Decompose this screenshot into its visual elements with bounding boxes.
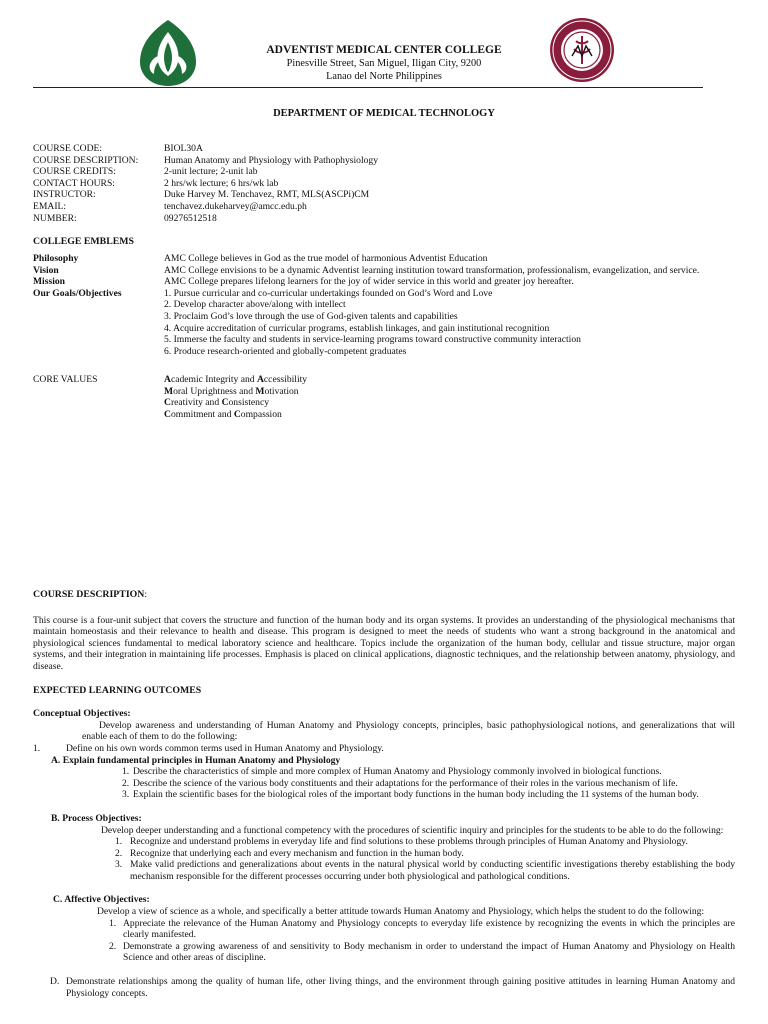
goal-item: 4. Acquire accreditation of curricular programs, establish linkages, and gain institutional recognition xyxy=(164,322,550,334)
info-value: 2-unit lecture; 2-unit lab xyxy=(164,166,258,178)
goal-item: 3. Proclaim God’s love through the use of God-given talents and capabilities xyxy=(164,310,458,322)
course-info-table xyxy=(33,143,735,224)
instructor-number: 09276512518 xyxy=(164,212,217,224)
info-label: COURSE CODE: xyxy=(33,143,103,154)
list-item: 1. Appreciate the relevance of the Human Anatomy and Physiology concepts to everyday life existence by recognizing the events in which the principles are clearly manifested. xyxy=(109,917,735,941)
goal-item: 6. Produce research-oriented and globally-competent graduates xyxy=(164,345,407,357)
emblem-label: Philosophy xyxy=(33,253,79,264)
info-label: INSTRUCTOR: xyxy=(33,189,96,201)
core-value-item: Creativity and Consistency xyxy=(164,397,270,409)
info-label: COURSE DESCRIPTION: xyxy=(33,154,139,166)
emblem-row xyxy=(33,265,735,277)
info-value: Human Anatomy and Physiology with Pathophysiology xyxy=(164,154,378,166)
conceptual-objectives-title: Conceptual Objectives: xyxy=(33,708,131,720)
core-value-row xyxy=(33,386,735,398)
process-objectives-list xyxy=(33,836,735,882)
course-info-row xyxy=(33,189,735,201)
course-info-row xyxy=(33,155,735,167)
emblem-label: Mission xyxy=(33,276,65,288)
emblem-label: Vision xyxy=(33,264,59,276)
info-label: NUMBER: xyxy=(33,212,77,224)
emblem-row xyxy=(33,276,735,288)
course-info-row xyxy=(33,213,735,225)
core-value-row xyxy=(33,374,735,386)
department-title: DEPARTMENT OF MEDICAL TECHNOLOGY xyxy=(273,108,495,119)
instructor-email: tenchavez.dukeharvey@amcc.edu.ph xyxy=(164,200,307,212)
list-item: 2. Demonstrate a growing awareness of and sensitivity to Body mechanism in order to understand the impact of Human Anatomy and Physiology on Health Science and other areas of discipline. xyxy=(109,940,735,964)
emblem-row xyxy=(33,253,735,265)
list-item: 3. Make valid predictions and generalizations about events in the natural physical world by conducting scientific investigations thereby establishing the body mechanism responsible for the different processes occurring under both physiological and pathological conditions. xyxy=(115,859,735,882)
sub-objective-a-list xyxy=(33,766,735,801)
list-item: 2. Recognize that underlying each and every mechanism and function in the human body. xyxy=(115,847,464,859)
core-value-row xyxy=(33,409,735,421)
course-description-text: This course is a four-unit subject that covers the structure and function of the human body and its organ systems. It provides an understanding of the physiological mechanisms that maintain homeostasis and their relevance to health and disease. This program is designed to meet the needs of students who want a strong background in the anatomical and physiological sciences fundamental to medical laboratory science and healthcare. Topics include the organization of the human body, cellular and tissue structure, major organ systems, and their integration in maintaining life processes. Emphasis is placed on clinical applications, diagnostic techniques, and the relationship between anatomy, physiology, and disease. xyxy=(33,614,735,672)
core-values xyxy=(33,374,735,420)
core-values-label: CORE VALUES xyxy=(33,374,98,385)
outcomes-title: EXPECTED LEARNING OUTCOMES xyxy=(33,684,202,696)
list-item: 1. Define on his own words common terms used in Human Anatomy and Physiology. xyxy=(33,742,384,754)
list-item: 2. Describe the science of the various body constituents and their adaptations for the performance of their roles in the various mechanism of life. xyxy=(122,777,678,789)
affective-objectives-list xyxy=(33,918,735,964)
course-body xyxy=(33,589,735,999)
core-value-row xyxy=(33,397,735,409)
course-info-row xyxy=(33,143,735,155)
list-item: 3. Explain the scientific bases for the biological roles of the important body functions in the human body including the 11 systems of the human body. xyxy=(122,789,699,801)
emblem-row xyxy=(33,346,735,358)
emblems-title: COLLEGE EMBLEMS xyxy=(33,236,134,247)
conceptual-intro: Develop awareness and understanding of Human Anatomy and Physiology concepts, principles, basic pathophysiological notions, and generalizations that will enable each of them to do the following: xyxy=(82,719,735,743)
emblem-label: Our Goals/Objectives xyxy=(33,287,122,299)
header-divider xyxy=(33,87,703,88)
college-emblems xyxy=(33,253,735,357)
course-info-row xyxy=(33,166,735,178)
address-line-1: Pinesville Street, San Miguel, Iligan City, 9200 xyxy=(286,58,482,69)
info-label: COURSE CREDITS: xyxy=(33,166,116,178)
objective-d: D. Demonstrate relationships among the quality of human life, other living things, and the environment through gaining positive attitudes in learning Human Anatomy and Physiology concepts. xyxy=(50,976,735,999)
course-description-title: COURSE DESCRIPTION: xyxy=(33,589,147,600)
course-info-row xyxy=(33,178,735,190)
course-info-row xyxy=(33,201,735,213)
address-line-2: Lanao del Norte Philippines xyxy=(326,71,442,82)
affective-intro: Develop a view of science as a whole, and specifically a better attitude towards Human Anatomy and Physiology, which helps the student to do the following: xyxy=(97,906,705,918)
college-name: ADVENTIST MEDICAL CENTER COLLEGE xyxy=(266,44,502,56)
emblem-row xyxy=(33,311,735,323)
emblem-row xyxy=(33,334,735,346)
affective-objectives-title: C. Affective Objectives: xyxy=(53,894,150,906)
college-flame-logo-icon xyxy=(138,18,198,88)
emblem-row xyxy=(33,288,735,300)
emblem-text: AMC College believes in God as the true model of harmonious Adventist Education xyxy=(164,253,488,264)
department-seal-icon xyxy=(548,16,616,84)
emblem-row xyxy=(33,299,735,311)
list-item: 1. Recognize and understand problems in everyday life and find solutions to these problems through principles of Human Anatomy and Physiology. xyxy=(115,836,688,848)
emblem-text: 1. Pursue curricular and co-curricular undertakings founded on God’s Word and Love xyxy=(164,287,493,299)
sub-objective-a: A. Explain fundamental principles in Human Anatomy and Physiology xyxy=(51,754,341,766)
core-value-item: Moral Uprightness and Motivation xyxy=(164,385,299,397)
process-intro: Develop deeper understanding and a functional competency with the procedures of scientific inquiry and principles for the students to be able to do the following: xyxy=(101,824,724,836)
goal-item: 5. Immerse the faculty and students in service-learning programs toward constructive community interaction xyxy=(164,334,581,346)
info-value: BIOL30A xyxy=(164,143,203,154)
core-value-item: Academic Integrity and Accessibility xyxy=(164,374,308,385)
emblem-row xyxy=(33,323,735,335)
emblem-text: AMC College prepares lifelong learners for the joy of wider service in this world and greater joy hereafter. xyxy=(164,276,574,288)
list-item: 1. Describe the characteristics of simple and more complex of Human Anatomy and Physiology commonly involved in biological functions. xyxy=(122,766,662,778)
info-value: Duke Harvey M. Tenchavez, RMT, MLS(ASCPi)CM xyxy=(164,189,370,201)
process-objectives-title: B. Process Objectives: xyxy=(51,812,142,824)
info-value: 2 hrs/wk lecture; 6 hrs/wk lab xyxy=(164,177,279,189)
emblem-text: AMC College envisions to be a dynamic Adventist learning institution toward transformation, professionalism, evangelization, and service. xyxy=(164,264,700,276)
goal-item: 2. Develop character above/along with intellect xyxy=(164,299,346,311)
info-label: EMAIL: xyxy=(33,200,67,212)
info-label: CONTACT HOURS: xyxy=(33,177,115,189)
core-value-item: Commitment and Compassion xyxy=(164,408,282,420)
